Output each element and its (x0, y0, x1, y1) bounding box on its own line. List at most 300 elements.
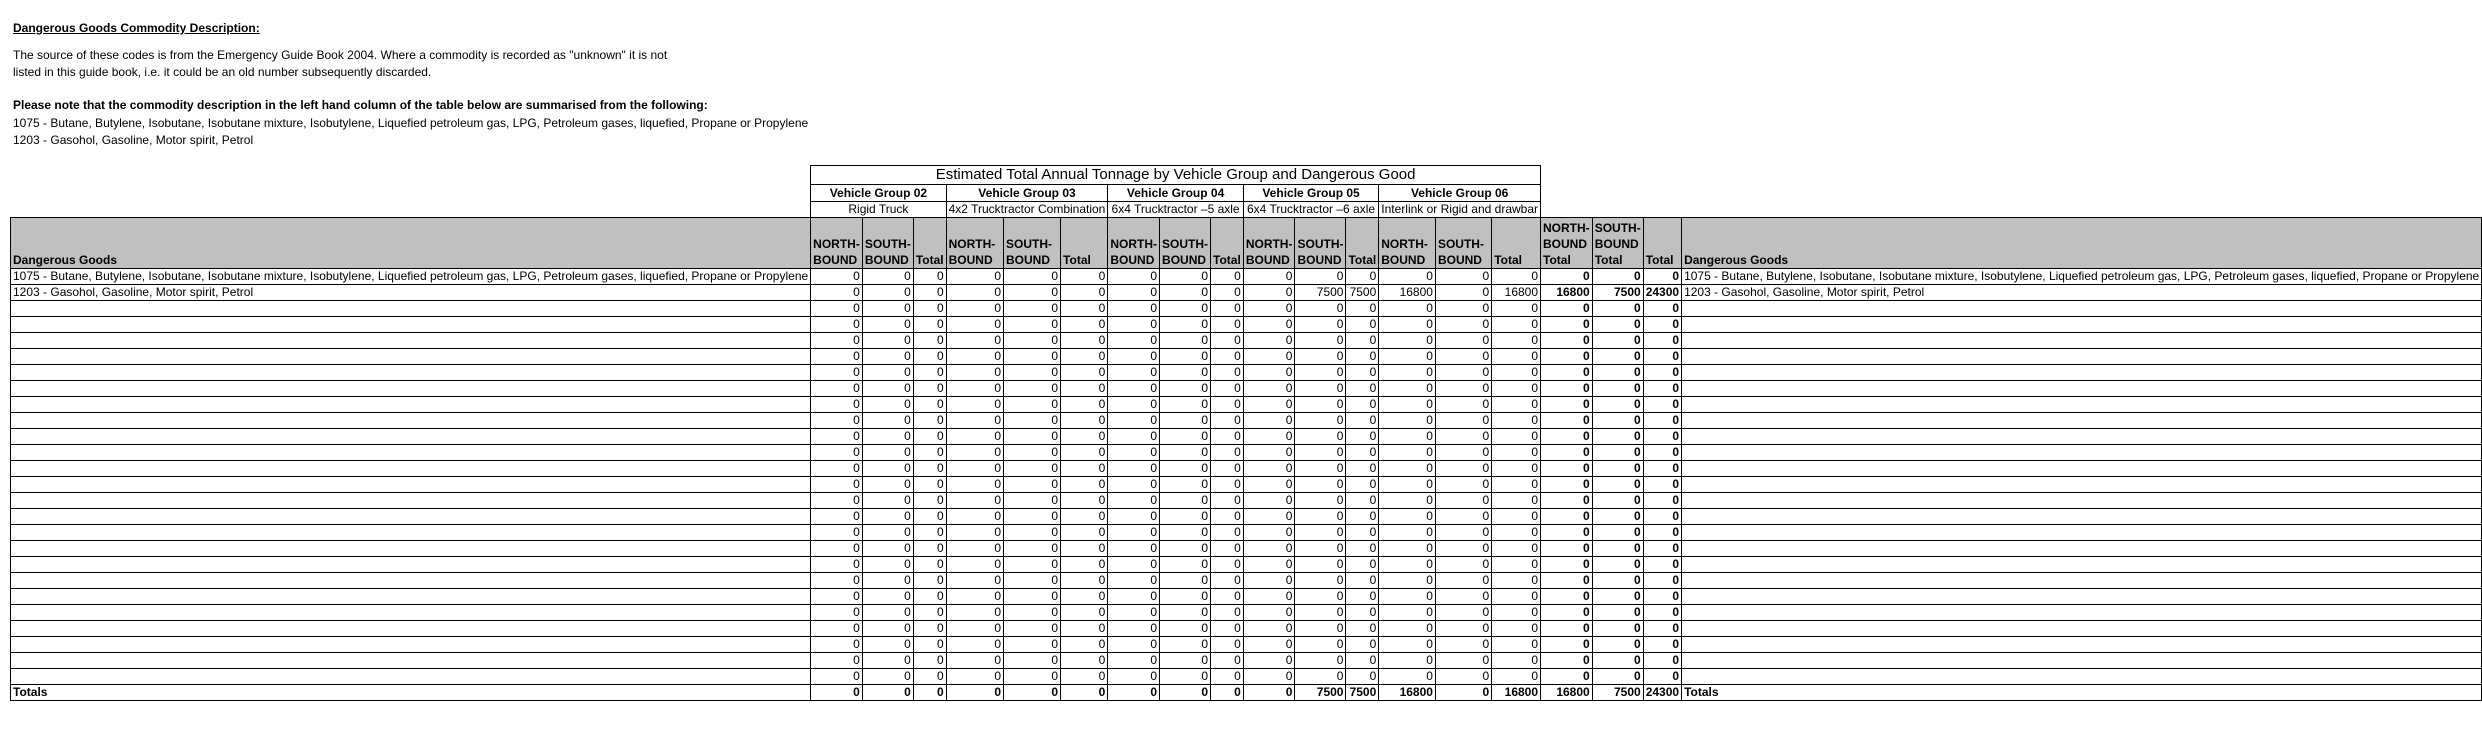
cell-value: 0 (946, 637, 1003, 653)
cell-value: 0 (1211, 461, 1244, 477)
cell-value: 0 (1435, 525, 1491, 541)
table-row (11, 621, 2482, 637)
cell-value: 0 (1379, 621, 1436, 637)
cell-value: 0 (1004, 685, 1061, 701)
cell-value: 0 (1435, 605, 1491, 621)
column-header-total: Total (1061, 218, 1108, 269)
cell-value: 0 (1295, 541, 1346, 557)
table-row (11, 557, 2482, 573)
cell-total: 0 (1541, 621, 1593, 637)
row-label (11, 349, 811, 365)
cell-total: 0 (1592, 397, 1643, 413)
cell-value: 0 (1435, 493, 1491, 509)
cell-value: 0 (1435, 445, 1491, 461)
cell-value: 0 (946, 653, 1003, 669)
cell-value: 0 (1004, 605, 1061, 621)
cell-value: 0 (1346, 509, 1379, 525)
cell-total: 0 (1541, 605, 1593, 621)
table-row (11, 589, 2482, 605)
cell-value: 0 (1379, 653, 1436, 669)
cell-total: 0 (1541, 653, 1593, 669)
cell-total: 0 (1541, 461, 1593, 477)
cell-value: 0 (811, 621, 863, 637)
cell-value: 0 (862, 445, 913, 461)
table-row (11, 637, 2482, 653)
cell-value: 0 (1211, 365, 1244, 381)
cell-value: 0 (811, 413, 863, 429)
cell-value: 0 (946, 301, 1003, 317)
cell-value: 0 (1108, 685, 1160, 701)
cell-total: 0 (1592, 653, 1643, 669)
column-header-northbound: NORTH-BOUND (946, 218, 1003, 269)
cell-value: 0 (1492, 669, 1541, 685)
group-description: 4x2 Trucktractor Combination (946, 202, 1108, 218)
cell-value: 0 (1295, 573, 1346, 589)
row-label-right (1682, 589, 2482, 605)
cell-value: 0 (862, 525, 913, 541)
row-label-right: Totals (1682, 685, 2482, 701)
cell-value: 0 (1160, 637, 1211, 653)
cell-total: 0 (1592, 637, 1643, 653)
cell-total: 0 (1643, 301, 1681, 317)
cell-value: 0 (1211, 333, 1244, 349)
cell-value: 0 (1061, 397, 1108, 413)
table-row (11, 381, 2482, 397)
cell-value: 0 (862, 285, 913, 301)
cell-value: 0 (1160, 445, 1211, 461)
cell-value: 0 (1346, 301, 1379, 317)
cell-value: 0 (1108, 381, 1160, 397)
cell-value: 0 (1435, 413, 1491, 429)
row-label-right (1682, 541, 2482, 557)
row-label (11, 381, 811, 397)
cell-value: 0 (1061, 349, 1108, 365)
cell-value: 0 (1435, 557, 1491, 573)
cell-value: 0 (1435, 669, 1491, 685)
cell-value: 0 (1346, 333, 1379, 349)
cell-value: 0 (946, 349, 1003, 365)
cell-value: 0 (946, 589, 1003, 605)
cell-value: 0 (862, 557, 913, 573)
cell-total: 0 (1541, 493, 1593, 509)
cell-value: 0 (1346, 365, 1379, 381)
cell-value: 0 (1243, 445, 1295, 461)
row-label (11, 589, 811, 605)
cell-value: 0 (862, 397, 913, 413)
cell-value: 0 (1004, 589, 1061, 605)
cell-value: 0 (1295, 589, 1346, 605)
cell-value: 0 (1004, 573, 1061, 589)
cell-value: 0 (1061, 301, 1108, 317)
cell-value: 0 (862, 573, 913, 589)
cell-value: 0 (1243, 461, 1295, 477)
cell-value: 0 (1435, 381, 1491, 397)
cell-total: 0 (1643, 269, 1681, 285)
column-header-southbound: SOUTH-BOUND (1295, 218, 1346, 269)
cell-total: 0 (1643, 477, 1681, 493)
cell-value: 0 (811, 605, 863, 621)
cell-total: 0 (1592, 605, 1643, 621)
cell-value: 0 (862, 589, 913, 605)
cell-value: 0 (1435, 589, 1491, 605)
row-label (11, 301, 811, 317)
cell-value: 0 (1004, 509, 1061, 525)
cell-value: 0 (1346, 621, 1379, 637)
cell-value: 0 (1243, 349, 1295, 365)
row-label (11, 669, 811, 685)
cell-value: 0 (1108, 397, 1160, 413)
row-label-right (1682, 349, 2482, 365)
cell-value: 0 (1160, 269, 1211, 285)
cell-value: 0 (1346, 493, 1379, 509)
cell-total: 0 (1592, 413, 1643, 429)
cell-total: 0 (1643, 525, 1681, 541)
cell-value: 0 (1492, 445, 1541, 461)
table-title: Estimated Total Annual Tonnage by Vehicle Group and Dangerous Good (811, 166, 1541, 185)
row-label (11, 461, 811, 477)
cell-value: 0 (811, 669, 863, 685)
cell-value: 0 (1004, 477, 1061, 493)
row-label-right (1682, 605, 2482, 621)
cell-value: 0 (1295, 349, 1346, 365)
cell-value: 0 (1346, 637, 1379, 653)
cell-value: 0 (862, 477, 913, 493)
note-line-1203: 1203 - Gasohol, Gasoline, Motor spirit, Petrol (13, 133, 254, 147)
cell-value: 0 (946, 477, 1003, 493)
cell-value: 0 (1295, 269, 1346, 285)
cell-value: 0 (811, 493, 863, 509)
cell-value: 0 (1295, 557, 1346, 573)
cell-value: 0 (1492, 365, 1541, 381)
cell-value: 0 (946, 429, 1003, 445)
cell-value: 0 (811, 461, 863, 477)
intro-text-line-1: The source of these codes is from the Emergency Guide Book 2004. Where a commodity is recorded as "unknown" it is not (13, 48, 668, 62)
cell-value: 0 (1160, 397, 1211, 413)
cell-value: 0 (1243, 637, 1295, 653)
cell-total: 0 (1643, 429, 1681, 445)
cell-value: 0 (1379, 509, 1436, 525)
row-label (11, 333, 811, 349)
cell-value: 0 (1379, 317, 1436, 333)
group-name: Vehicle Group 03 (946, 185, 1108, 202)
cell-total: 0 (1592, 541, 1643, 557)
table-row (11, 477, 2482, 493)
cell-value: 0 (1379, 525, 1436, 541)
cell-value: 0 (1211, 685, 1244, 701)
column-header-southbound: SOUTH-BOUND (1160, 218, 1211, 269)
cell-total: 0 (1643, 605, 1681, 621)
cell-value: 0 (1243, 285, 1295, 301)
cell-value: 0 (1243, 669, 1295, 685)
row-label-right: 1203 - Gasohol, Gasoline, Motor spirit, Petrol (1682, 285, 2482, 301)
cell-value: 0 (1160, 621, 1211, 637)
cell-total: 0 (1541, 413, 1593, 429)
cell-total: 16800 (1541, 685, 1593, 701)
cell-value: 0 (862, 669, 913, 685)
cell-total: 0 (1541, 509, 1593, 525)
cell-value: 0 (1108, 605, 1160, 621)
cell-value: 0 (1160, 413, 1211, 429)
cell-value: 0 (1108, 557, 1160, 573)
row-label-right (1682, 637, 2482, 653)
cell-value: 0 (811, 333, 863, 349)
cell-value: 0 (1346, 589, 1379, 605)
cell-total: 0 (1643, 493, 1681, 509)
cell-value: 0 (862, 429, 913, 445)
cell-value: 0 (913, 605, 946, 621)
table-row (11, 669, 2482, 685)
cell-value: 7500 (1295, 685, 1346, 701)
table-row (11, 269, 2482, 285)
cell-total: 0 (1541, 477, 1593, 493)
cell-value: 0 (913, 541, 946, 557)
row-label-right (1682, 445, 2482, 461)
cell-value: 0 (1160, 573, 1211, 589)
row-label-right (1682, 669, 2482, 685)
cell-value: 0 (862, 333, 913, 349)
row-label: 1075 - Butane, Butylene, Isobutane, Isobutane mixture, Isobutylene, Liquefied petroleum gas, LPG, Petroleum gases, liquefied, Propane or Propylene (11, 269, 811, 285)
cell-value: 0 (1211, 493, 1244, 509)
cell-value: 0 (1492, 637, 1541, 653)
cell-value: 0 (1379, 445, 1436, 461)
cell-value: 0 (1004, 365, 1061, 381)
cell-value: 0 (1379, 637, 1436, 653)
cell-value: 0 (1061, 381, 1108, 397)
cell-value: 0 (811, 573, 863, 589)
cell-total: 0 (1592, 461, 1643, 477)
cell-value: 0 (913, 445, 946, 461)
cell-value: 0 (1379, 541, 1436, 557)
cell-value: 0 (1160, 349, 1211, 365)
row-label (11, 525, 811, 541)
cell-value: 0 (1061, 461, 1108, 477)
cell-value: 0 (862, 365, 913, 381)
cell-value: 0 (1492, 413, 1541, 429)
cell-value: 0 (946, 509, 1003, 525)
cell-value: 0 (1295, 461, 1346, 477)
cell-value: 0 (1492, 621, 1541, 637)
cell-value: 0 (1211, 301, 1244, 317)
cell-value: 0 (1492, 349, 1541, 365)
table-row (11, 461, 2482, 477)
cell-value: 0 (1004, 285, 1061, 301)
cell-value: 0 (1061, 525, 1108, 541)
cell-value: 0 (1211, 509, 1244, 525)
column-header-total: Total (1211, 218, 1244, 269)
cell-value: 0 (1435, 349, 1491, 365)
cell-value: 0 (811, 525, 863, 541)
cell-value: 0 (1435, 573, 1491, 589)
cell-value: 0 (862, 349, 913, 365)
cell-value: 0 (1492, 605, 1541, 621)
cell-value: 0 (1211, 381, 1244, 397)
cell-value: 0 (1492, 525, 1541, 541)
cell-value: 0 (1379, 589, 1436, 605)
cell-total: 0 (1643, 413, 1681, 429)
cell-value: 0 (1108, 269, 1160, 285)
cell-value: 0 (1295, 381, 1346, 397)
cell-total: 0 (1592, 493, 1643, 509)
row-label (11, 429, 811, 445)
cell-value: 0 (1295, 397, 1346, 413)
column-header-dangerous-goods: Dangerous Goods (11, 218, 811, 269)
cell-value: 0 (1295, 653, 1346, 669)
cell-value: 0 (1004, 381, 1061, 397)
cell-value: 0 (1211, 573, 1244, 589)
cell-total: 0 (1541, 333, 1593, 349)
cell-value: 0 (862, 605, 913, 621)
cell-value: 0 (1108, 669, 1160, 685)
cell-value: 0 (1160, 557, 1211, 573)
cell-value: 0 (1211, 605, 1244, 621)
cell-value: 0 (1004, 445, 1061, 461)
cell-value: 0 (1211, 557, 1244, 573)
cell-value: 0 (1295, 317, 1346, 333)
column-header-grand-total: Total (1643, 218, 1681, 269)
cell-value: 0 (1160, 365, 1211, 381)
row-label (11, 477, 811, 493)
cell-value: 0 (1243, 381, 1295, 397)
cell-value: 0 (1211, 429, 1244, 445)
tonnage-table (10, 165, 2482, 701)
row-label (11, 621, 811, 637)
cell-total: 0 (1643, 557, 1681, 573)
cell-value: 0 (1211, 621, 1244, 637)
cell-value: 0 (1492, 477, 1541, 493)
table-row (11, 525, 2482, 541)
cell-value: 0 (811, 317, 863, 333)
cell-value: 0 (1004, 413, 1061, 429)
cell-value: 0 (1061, 269, 1108, 285)
row-label-right (1682, 653, 2482, 669)
cell-value: 0 (811, 269, 863, 285)
cell-total: 0 (1541, 525, 1593, 541)
cell-value: 0 (1061, 333, 1108, 349)
cell-value: 0 (1295, 605, 1346, 621)
cell-value: 0 (862, 493, 913, 509)
cell-value: 0 (1379, 573, 1436, 589)
cell-total: 0 (1541, 541, 1593, 557)
row-label (11, 541, 811, 557)
table-row (11, 509, 2482, 525)
group-name: Vehicle Group 04 (1108, 185, 1243, 202)
cell-value: 0 (1211, 317, 1244, 333)
cell-total: 0 (1592, 525, 1643, 541)
column-header-northbound: NORTH-BOUND (1243, 218, 1295, 269)
cell-value: 0 (946, 413, 1003, 429)
cell-value: 0 (913, 589, 946, 605)
cell-value: 0 (1061, 493, 1108, 509)
cell-value: 0 (1108, 589, 1160, 605)
cell-value: 0 (913, 509, 946, 525)
cell-value: 0 (811, 349, 863, 365)
row-label: Totals (11, 685, 811, 701)
cell-value: 0 (946, 525, 1003, 541)
cell-value: 0 (1004, 461, 1061, 477)
cell-value: 0 (1160, 669, 1211, 685)
cell-value: 0 (1108, 429, 1160, 445)
row-label (11, 317, 811, 333)
cell-value: 0 (1379, 301, 1436, 317)
cell-total: 0 (1643, 317, 1681, 333)
cell-total: 0 (1592, 621, 1643, 637)
cell-value: 0 (1108, 365, 1160, 381)
cell-total: 0 (1541, 589, 1593, 605)
cell-total: 0 (1541, 381, 1593, 397)
cell-value: 0 (1295, 509, 1346, 525)
row-label (11, 413, 811, 429)
cell-value: 0 (1160, 685, 1211, 701)
cell-value: 0 (1061, 573, 1108, 589)
cell-value: 0 (1243, 477, 1295, 493)
cell-value: 0 (1243, 685, 1295, 701)
cell-value: 0 (1435, 285, 1491, 301)
row-label-right (1682, 301, 2482, 317)
cell-value: 0 (1435, 461, 1491, 477)
cell-value: 0 (1379, 669, 1436, 685)
cell-value: 0 (1492, 653, 1541, 669)
cell-value: 0 (1211, 349, 1244, 365)
cell-value: 0 (946, 557, 1003, 573)
cell-value: 0 (946, 269, 1003, 285)
cell-value: 0 (1492, 493, 1541, 509)
row-label (11, 493, 811, 509)
cell-value: 0 (1492, 573, 1541, 589)
cell-value: 0 (1435, 685, 1491, 701)
cell-total: 0 (1592, 557, 1643, 573)
cell-value: 0 (913, 301, 946, 317)
cell-value: 0 (1379, 605, 1436, 621)
cell-value: 0 (1243, 317, 1295, 333)
cell-value: 0 (1108, 477, 1160, 493)
cell-value: 0 (946, 365, 1003, 381)
cell-value: 0 (913, 317, 946, 333)
group-description: 6x4 Trucktractor –5 axle (1108, 202, 1243, 218)
cell-value: 0 (1492, 269, 1541, 285)
cell-value: 0 (1061, 509, 1108, 525)
cell-value: 0 (811, 285, 863, 301)
row-label (11, 557, 811, 573)
cell-value: 0 (1004, 397, 1061, 413)
cell-value: 0 (1492, 301, 1541, 317)
cell-value: 0 (1379, 349, 1436, 365)
cell-value: 0 (862, 413, 913, 429)
cell-value: 0 (1061, 541, 1108, 557)
cell-value: 0 (913, 333, 946, 349)
cell-value: 0 (1160, 429, 1211, 445)
cell-value: 0 (1243, 301, 1295, 317)
cell-total: 0 (1643, 541, 1681, 557)
cell-value: 0 (1004, 653, 1061, 669)
cell-value: 0 (1346, 525, 1379, 541)
cell-value: 0 (1295, 477, 1346, 493)
cell-value: 0 (913, 493, 946, 509)
cell-value: 0 (811, 301, 863, 317)
group-description: Interlink or Rigid and drawbar (1379, 202, 1541, 218)
column-header-dangerous-goods-right: Dangerous Goods (1682, 218, 2482, 269)
cell-value: 0 (913, 669, 946, 685)
cell-value: 0 (862, 509, 913, 525)
cell-value: 0 (913, 365, 946, 381)
cell-value: 0 (1061, 621, 1108, 637)
row-label (11, 573, 811, 589)
cell-value: 0 (811, 637, 863, 653)
cell-value: 0 (1160, 509, 1211, 525)
cell-total: 0 (1643, 461, 1681, 477)
cell-value: 0 (1160, 525, 1211, 541)
table-row (11, 493, 2482, 509)
cell-total: 0 (1643, 637, 1681, 653)
